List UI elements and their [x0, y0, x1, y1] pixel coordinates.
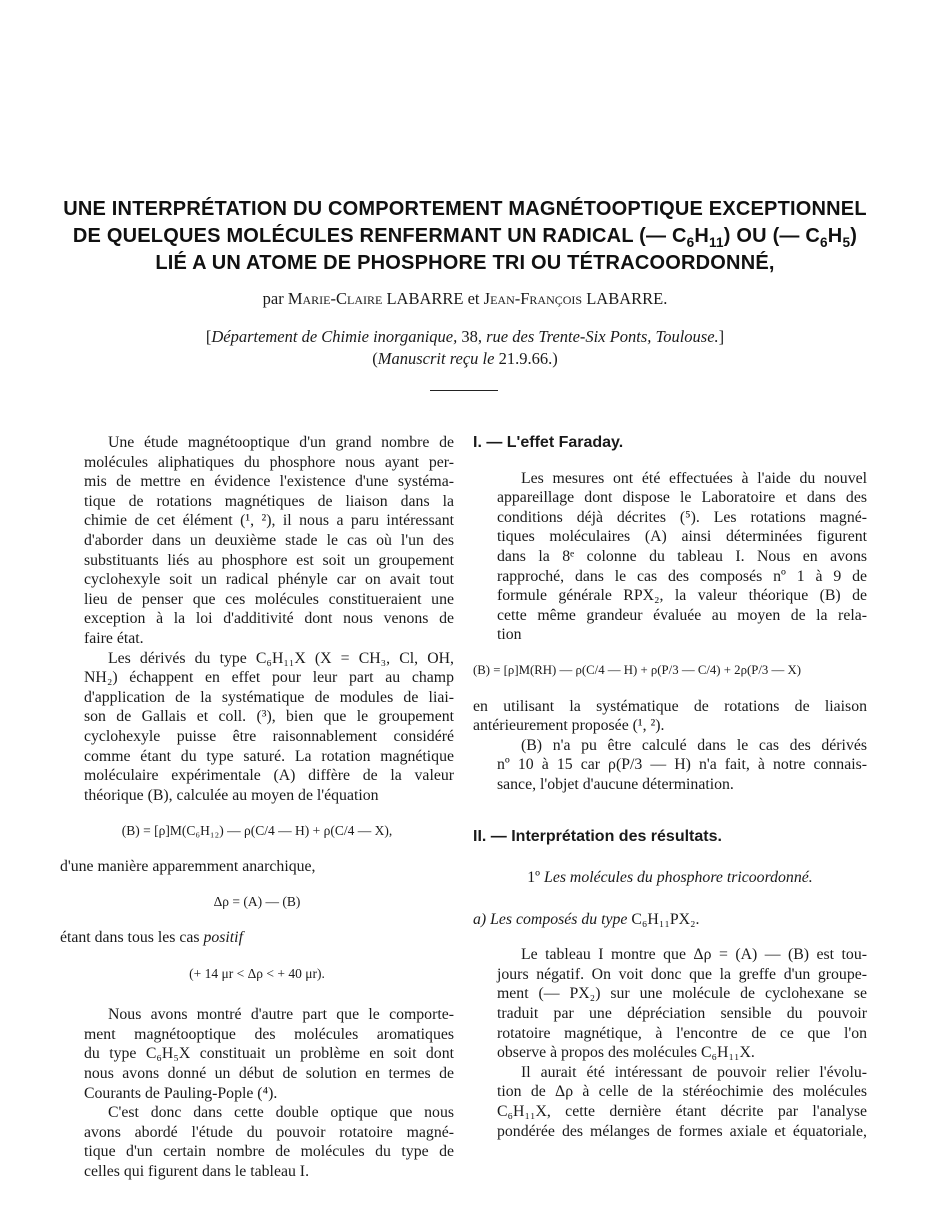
article-title	[60, 196, 870, 277]
paragraph-stereochemistry: Il aurait été intéressant de pouvoir relier l'évolu- tion de Δρ à celle de la stéréochimie des molécules C₆H₁₁X, cette dernière étant décrite par l'analyse pondérée des mélanges de formes axiale et équatoriale,	[497, 1063, 867, 1140]
affiliation	[0, 326, 930, 370]
subsubsection-heading-c6h11px2: a) Les composés du type C₆H₁₁PX₂.	[473, 910, 700, 928]
paragraph-b-not-calculated: (B) n'a pu être calculé dans le cas des dérivés nº 10 à 15 car ρ(P/3 — H) n'a fait, à notre connais- sance, l'objet d'aucune détermination.	[497, 736, 867, 793]
paragraph-derivatives: Les dérivés du type C₆H₁₁X (X = CH₃, Cl, OH, NH₂) échappent en effet pour leur part au champ d'application de la systématique de modules de liai- son de Gallais et coll. (³), bien que le groupement cyclohexyle puisse être raisonnablement considéré comme étant du type saturé. La rotation magnétique moléculaire expérimentale (A) diffère de la valeur théorique (B), calculée au moyen de l'équation	[84, 649, 454, 804]
title-divider	[430, 390, 498, 391]
equation-delta-rho: Δρ = (A) — (B)	[213, 894, 301, 910]
section-heading-faraday: I. — L'effet Faraday.	[473, 434, 624, 451]
paragraph-negative: Le tableau I montre que Δρ = (A) — (B) est tou- jours négatif. On voit donc que la greffe d'un groupe- ment (— PX₂) sur une molécule de cyclohexane se traduit par une dépréciation sensible du pouvoir rotatoire magnétique, à l'encontre de ce que l'on observe à propos des molécules C₆H₁₁X.	[497, 946, 867, 1062]
paragraph-anarchic: d'une manière apparemment anarchique,	[60, 857, 316, 875]
affiliation-address: [Département de Chimie inorganique, 38, rue des Trente-Six Ponts, Toulouse.]	[205, 327, 725, 346]
paragraph-measurements: Les mesures ont été effectuées à l'aide du nouvel appareillage dont dispose le Laboratoire et dans des conditions déjà décrites (⁵). Les rotations magné- tiques moléculaires (A) ainsi déterminées figurent dans la 8ᵉ colonne du tableau I. Nous en avons rapproché, dans le cas des composés nº 1 à 9 de formule générale RPX₂, la valeur théorique (B) de cette même grandeur évaluée au moyen de la rela- tion	[497, 469, 867, 644]
right-column	[473, 433, 867, 1141]
paragraph-double-optic: C'est donc dans cette double optique que nous avons abordé l'étude du pouvoir rotatoire magné- tique d'un certain nombre de molécules du type de celles qui figurent dans le tableau I.	[84, 1104, 454, 1180]
equation-b-rpx2: (B) = [ρ]M(RH) — ρ(C/4 — H) + ρ(P/3 — C/4) + 2ρ(P/3 — X)	[473, 662, 802, 677]
paragraph-aromatic: Nous avons montré d'autre part que le comporte- ment magnétooptique des molécules aromatiques du type C₆H₅X constituait un problème en soit dont nous avons donné un début de solution en termes de Courants de Pauling-Pople (⁴).	[84, 1006, 454, 1102]
title-line-1: UNE INTERPRÉTATION DU COMPORTEMENT MAGNÉTOOPTIQUE EXCEPTIONNEL	[63, 198, 867, 220]
paragraph-systematic: en utilisant la systématique de rotations de liaison antérieurement proposée (¹, ²).	[473, 697, 867, 735]
paragraph-positive: étant dans tous les cas positif	[60, 929, 243, 947]
received-date: (Manuscrit reçu le 21.9.66.)	[372, 349, 558, 368]
author-line: par Marie-Claire LABARRE et Jean-François LABARRE.	[262, 289, 668, 308]
left-column	[60, 433, 454, 1182]
equation-range: (+ 14 μr < Δρ < + 40 μr).	[189, 965, 325, 981]
equation-b-cyclohexyl: (B) = [ρ]M(C₆H₁₂) — ρ(C/4 — H) + ρ(C/4 — X),	[121, 823, 393, 839]
title-line-2: DE QUELQUES MOLÉCULES RENFERMANT UN RADICAL (— $C_6H_{11}$) OU (— $C_6H_5$)	[72, 225, 858, 250]
title-line-3: LIÉ A UN ATOME DE PHOSPHORE TRI OU TÉTRACOORDONNÉ,	[155, 252, 775, 274]
subsection-heading-tricoordinated: 1º Les molécules du phosphore tricoordonné.	[527, 869, 813, 887]
paragraph-intro: Une étude magnétooptique d'un grand nombre de molécules aliphatiques du phosphore nous ayant per- mis de mettre en évidence l'existence d'une systéma- tique de rotations magnétiques de liaison dans la chimie de cet élément (¹, ²), il nous a paru intéressant d'aborder dans un deuxième stade le cas où l'un des substituants liés au phosphore est soit un groupement cyclohexyle soit un radical phényle car on avait tout lieu de penser que ces molécules constitueraient une exception à la loi d'additivité dont nous venons de faire état.	[84, 434, 454, 647]
section-heading-interpretation: II. — Interprétation des résultats.	[473, 827, 722, 845]
